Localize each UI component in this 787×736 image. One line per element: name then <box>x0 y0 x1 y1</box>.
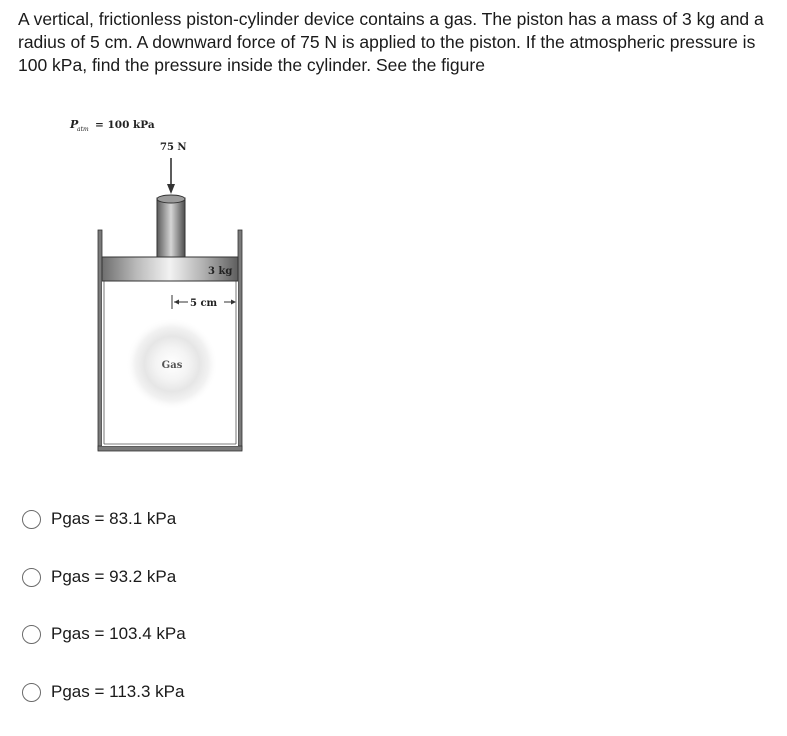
radio-button[interactable] <box>22 510 41 529</box>
cylinder-right-wall <box>238 230 242 450</box>
radio-button[interactable] <box>22 568 41 587</box>
radius-label: 5 cm <box>190 298 218 309</box>
answer-option-3[interactable] <box>22 620 186 648</box>
answer-option-label: Pgas = 93.2 kPa <box>51 567 177 586</box>
patm-symbol: P <box>70 118 79 131</box>
force-label: 75 N <box>160 142 187 153</box>
cylinder-left-wall <box>98 230 102 450</box>
answer-option-label: Pgas = 83.1 kPa <box>51 509 177 528</box>
patm-subscript: atm <box>77 126 89 133</box>
mass-label: 3 kg <box>208 266 233 277</box>
force-arrowhead <box>167 184 175 194</box>
radio-button[interactable] <box>22 683 41 702</box>
patm-value: = 100 kPa <box>95 119 155 131</box>
answer-option-1[interactable] <box>22 505 176 533</box>
answer-option-label: Pgas = 113.3 kPa <box>51 682 185 701</box>
piston-rod-top <box>157 195 185 203</box>
piston-cylinder-diagram <box>60 112 260 457</box>
answer-option-4[interactable] <box>22 678 184 706</box>
piston-cylinder-figure <box>60 112 260 457</box>
answer-option-2[interactable] <box>22 563 176 591</box>
question-text: A vertical, frictionless piston-cylinder device contains a gas. The piston has a mass of 3 kg and a radius of 5 cm. A downward force of 75 N is applied to the piston. If the atmospheric pressure is 100 kPa, find the pressure inside the cylinder. See the figure <box>18 9 764 75</box>
piston-rod <box>157 198 185 257</box>
gas-label: Gas <box>161 360 183 371</box>
answer-option-label: Pgas = 103.4 kPa <box>51 624 186 643</box>
cylinder-bottom <box>98 446 242 451</box>
radio-button[interactable] <box>22 625 41 644</box>
atmospheric-pressure-label <box>69 118 155 133</box>
